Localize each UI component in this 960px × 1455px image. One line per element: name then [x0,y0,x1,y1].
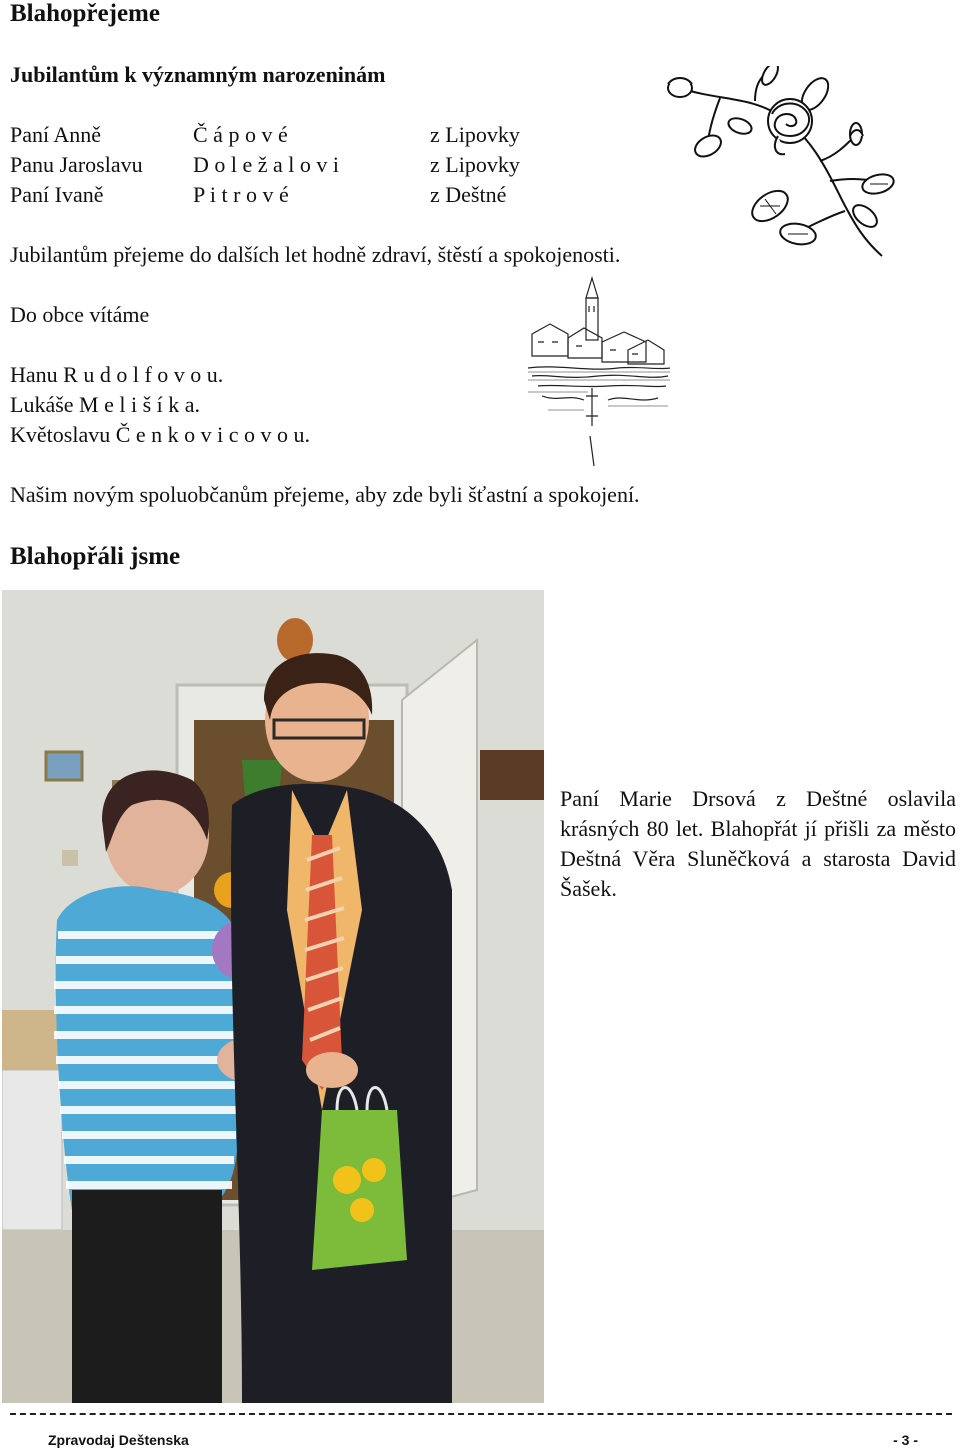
footer-divider [10,1413,952,1415]
page-title: Blahopřejeme [10,0,160,27]
birthday-salutation: Paní Anně [10,122,102,147]
welcome-wish: Našim novým spoluobčanům přejeme, aby zde byli šťastní a spokojení. [10,482,640,507]
birthday-place: z Deštné [430,182,507,207]
rose-illustration [660,66,900,261]
birthday-surname: D o l e ž a l o v i [193,152,340,177]
birthdays-heading: Jubilantům k významným narozeninám [10,62,386,87]
village-sketch [528,276,670,468]
birthday-wish: Jubilantům přejeme do dalších let hodně zdraví, štěstí a spokojenosti. [10,242,621,267]
congratulated-heading: Blahopřáli jsme [10,543,181,570]
photo-caption: Paní Marie Drsová z Deštné oslavila krásných 80 let. Blahopřát jí přišli za město Deštná Věra Sluněčková a starosta David Šašek. [560,786,956,901]
page-footer [48,1432,918,1448]
welcome-name: Květoslavu Č e n k o v i c o v o u. [10,422,311,447]
welcome-heading: Do obce vítáme [10,302,150,327]
birthday-place: z Lipovky [430,122,520,147]
publication-name: Zpravodaj Deštenska [48,1432,189,1448]
page-number: - 3 - [893,1432,918,1448]
celebration-photo [2,590,544,1403]
welcome-name: Hanu R u d o l f o v o u. [10,362,224,387]
photo-scene [2,590,544,1403]
welcome-name: Lukáše M e l i š í k a. [10,392,201,417]
birthday-place: z Lipovky [430,152,520,177]
birthday-salutation: Paní Ivaně [10,182,104,207]
birthday-surname: Č á p o v é [193,122,288,147]
birthday-surname: P i t r o v é [193,182,289,207]
birthday-salutation: Panu Jaroslavu [10,152,143,177]
